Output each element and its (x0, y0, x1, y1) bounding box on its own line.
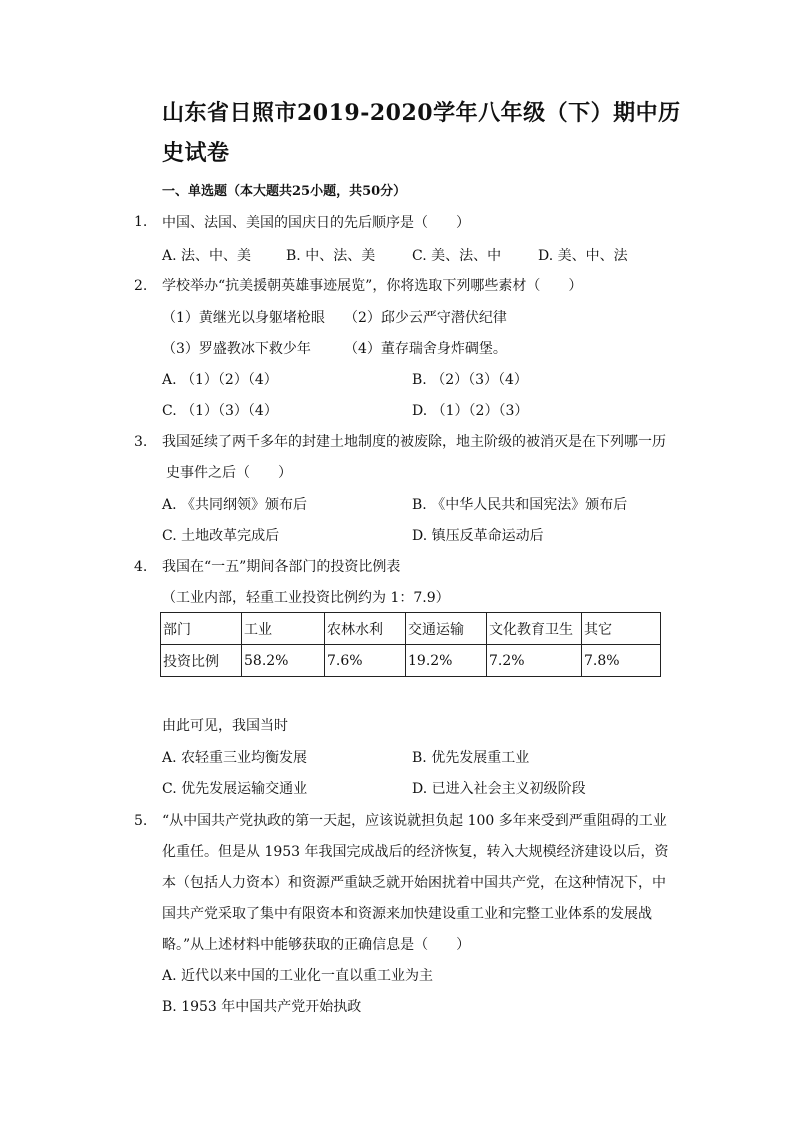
material-line: 本（包括人力资本）和资源严重缺乏就开始困扰着中国共产党，在这种情况下，中 (162, 875, 666, 891)
question-number: 5. (134, 813, 148, 829)
table-header-cell: 其它 (582, 613, 661, 645)
option-a: A. 法、中、美 (162, 248, 252, 264)
option-d: D. （1）（2）（3） (412, 403, 529, 419)
option-b: B. 优先发展重工业 (412, 750, 530, 766)
section-heading: 一、单选题（本大题共25小题，共50分） (162, 184, 407, 199)
option-b: B. （2）（3）（4） (412, 372, 528, 388)
option-a: A. （1）（2）（4） (162, 372, 278, 388)
material-item: （2）邱少云严守潜伏纪律 (344, 310, 507, 326)
option-d: D. 美、中、法 (538, 248, 628, 264)
table-header-row (161, 613, 661, 645)
question-stem: 中国、法国、美国的国庆日的先后顺序是（ ） (162, 215, 470, 231)
investment-table (160, 612, 661, 677)
question-stem-continued: 史事件之后（ ） (166, 465, 292, 481)
option-c: C. 土地改革完成后 (162, 528, 280, 544)
material-item: （1）黄继光以身躯堵枪眼 (162, 310, 325, 326)
option-c: C. 美、法、中 (412, 248, 502, 264)
table-note: （工业内部，轻重工业投资比例约为 1：7.9） (162, 590, 450, 606)
table-cell: 7.8% (582, 645, 661, 677)
table-header-cell: 交通运输 (406, 613, 487, 645)
question-stem: 我国延续了两千多年的封建土地制度的被废除，地主阶级的被消灭是在下列哪一历 (162, 434, 666, 450)
material-line: 国共产党采取了集中有限资本和资源来加快建设重工业和完整工业体系的发展战 (162, 906, 652, 922)
option-c: C. （1）（3）（4） (162, 403, 278, 419)
question-stem: 我国在“一五”期间各部门的投资比例表 (162, 559, 401, 575)
question-number: 1. (134, 214, 148, 230)
option-b: B. 1953 年中国共产党开始执政 (162, 999, 362, 1015)
option-c: C. 优先发展运输交通业 (162, 781, 308, 797)
table-header-cell: 部门 (161, 613, 242, 645)
table-cell: 19.2% (406, 645, 487, 677)
table-header-cell: 农林水利 (325, 613, 406, 645)
table-cell: 投资比例 (161, 645, 242, 677)
exam-title: 山东省日照市2019-2020学年八年级（下）期中历史试卷 (162, 100, 681, 166)
material-item: （4）董存瑞舍身炸碉堡。 (344, 341, 507, 357)
material-line: 略。”从上述材料中能够获取的正确信息是（ ） (162, 937, 471, 953)
question-number: 2. (134, 278, 148, 294)
table-cell: 7.6% (325, 645, 406, 677)
table-row (161, 645, 661, 677)
option-a: A. 《共同纲领》颁布后 (162, 497, 308, 513)
option-d: D. 已进入社会主义初级阶段 (412, 781, 586, 797)
option-b: B. 《中华人民共和国宪法》颁布后 (412, 497, 628, 513)
table-cell: 58.2% (242, 645, 325, 677)
question-followup: 由此可见，我国当时 (162, 718, 288, 734)
option-a: A. 农轻重三业均衡发展 (162, 750, 308, 766)
table-header-cell: 文化教育卫生 (487, 613, 582, 645)
question-stem: 学校举办“抗美援朝英雄事迹展览”，你将选取下列哪些素材（ ） (162, 278, 583, 294)
option-d: D. 镇压反革命运动后 (412, 528, 544, 544)
question-number: 4. (134, 559, 148, 575)
material-line: “从中国共产党执政的第一天起，应该说就担负起 100 多年来受到严重阻碍的工业 (162, 813, 667, 829)
material-line: 化重任。但是从 1953 年我国完成战后的经济恢复，转入大规模经济建设以后，资 (162, 844, 669, 860)
option-b: B. 中、法、美 (286, 248, 376, 264)
option-a: A. 近代以来中国的工业化一直以重工业为主 (162, 968, 434, 984)
table-header-cell: 工业 (242, 613, 325, 645)
question-number: 3. (134, 434, 148, 450)
table-cell: 7.2% (487, 645, 582, 677)
material-item: （3）罗盛教冰下救少年 (162, 341, 311, 357)
